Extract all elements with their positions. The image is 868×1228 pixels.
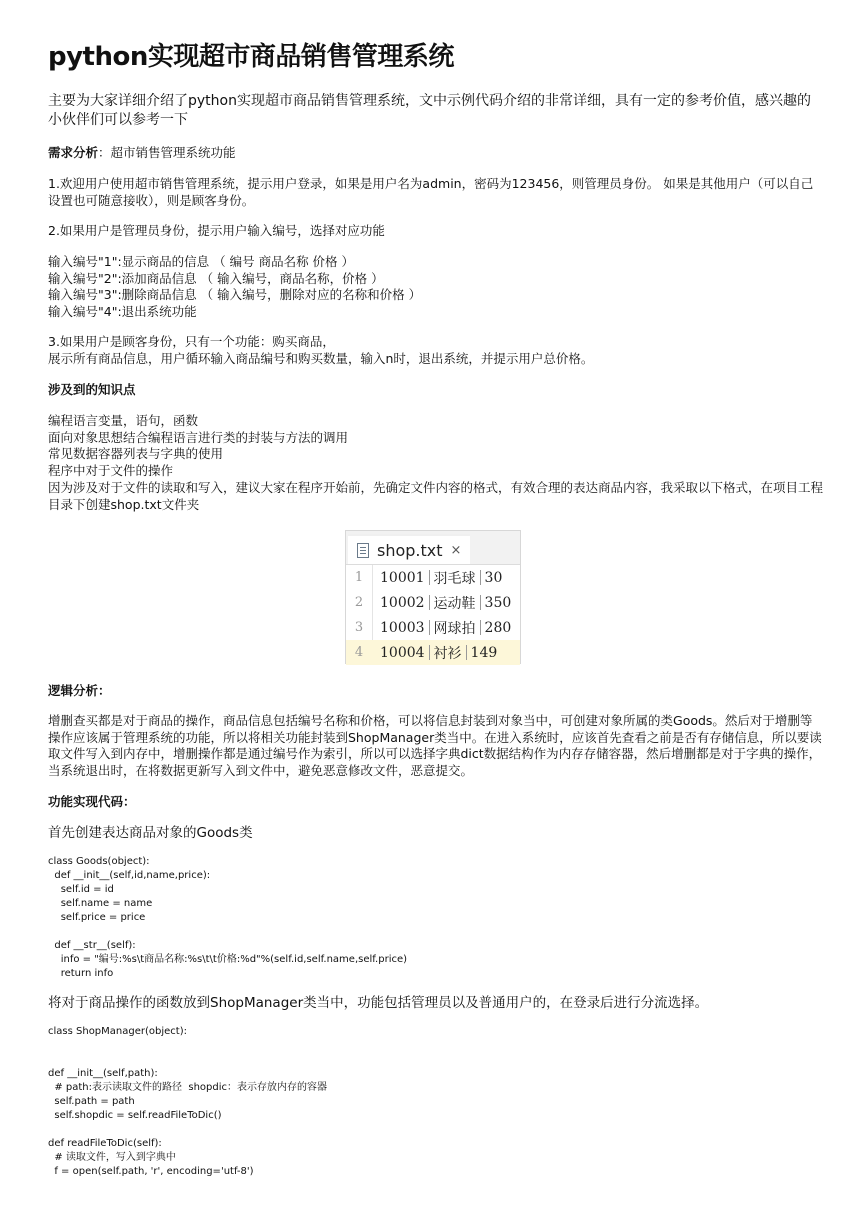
editor-tab — [348, 534, 470, 564]
editor-line — [346, 565, 520, 590]
line-id: 10001 — [380, 569, 425, 586]
requirement-3-line: 展示所有商品信息，用户循环输入商品编号和购买数量，输入n时，退出系统，并提示用户总价格。 — [48, 350, 594, 366]
knowledge-item: 常见数据容器列表与字典的使用 — [48, 446, 224, 462]
field-separator — [429, 595, 430, 610]
line-id: 10004 — [380, 644, 425, 661]
requirements-heading-rest: ：超市销售管理系统功能 — [98, 145, 236, 160]
field-separator — [480, 570, 481, 585]
logic-heading — [48, 683, 824, 700]
admin-option: 输入编号"2":添加商品信息 （ 输入编号，商品名称，价格 ） — [48, 270, 384, 286]
line-id: 10002 — [380, 594, 425, 611]
editor-line — [346, 615, 520, 640]
logic-paragraph: 增删查买都是对于商品的操作，商品信息包括编号名称和价格，可以将信息封装到对象当中，可创建对象所属的类Goods。然后对于增删等操作应该属于管理系统的功能，所以将相关功能封装到ShopManager类当中。在进入系统时，应该首先查看之前是否有存储信息，所以要读取文件写入到内存中，增删操作都是通过编号作为索引，所以可以选择字典dict数据结构作为内存存储容器，然后增删都是对于字典的操作，当系统退出时，在将数据更新写入到文件中，避免恶意修改文件，恶意提交。 — [48, 713, 822, 779]
field-separator — [466, 645, 467, 660]
close-icon: × — [450, 542, 462, 558]
impl-heading-bold: 功能实现代码： — [48, 794, 136, 809]
admin-option: 输入编号"3":删除商品信息 （ 输入编号，删除对应的名称和价格 ） — [48, 287, 422, 303]
requirements-heading-bold: 需求分析 — [48, 145, 99, 160]
editor-lines — [346, 565, 520, 665]
editor-tabbar — [346, 531, 520, 565]
requirement-2: 2.如果用户是管理员身份，提示用户输入编号，选择对应功能 — [48, 223, 385, 238]
impl-paragraph-1: 首先创建表达商品对象的Goods类 — [48, 825, 253, 841]
line-price: 30 — [484, 569, 503, 586]
admin-option: 输入编号"4":退出系统功能 — [48, 304, 197, 320]
page-title: python实现超市商品销售管理系统 — [48, 42, 454, 72]
admin-option: 输入编号"1":显示商品的信息 （ 编号 商品名称 价格 ） — [48, 254, 355, 269]
field-separator — [480, 620, 481, 635]
requirement-3 — [48, 334, 824, 367]
knowledge-heading — [48, 382, 824, 399]
field-separator — [429, 620, 430, 635]
line-number: 2 — [354, 595, 364, 610]
line-name: 网球拍 — [433, 620, 476, 637]
impl-heading — [48, 794, 824, 811]
tab-label: shop.txt — [377, 540, 443, 560]
line-number: 4 — [354, 645, 364, 660]
requirement-1: 1.欢迎用户使用超市销售管理系统，提示用户登录，如果是用户名为admin，密码为123456，则管理员身份。 如果是其他用户（可以自己设置也可随意接收），则是顾客身份。 — [48, 176, 814, 208]
line-name: 运动鞋 — [433, 595, 476, 612]
knowledge-item: 因为涉及对于文件的读取和写入，建议大家在程序开始前，先确定文件内容的格式，有效合理的表达商品内容，我采取以下格式，在项目工程目录下创建shop.txt文件夹 — [48, 479, 824, 512]
shop-txt-editor-figure — [345, 530, 521, 664]
requirements-heading — [48, 145, 824, 162]
knowledge-heading-bold: 涉及到的知识点 — [48, 382, 136, 397]
line-name: 衬衫 — [433, 645, 462, 662]
line-number: 3 — [354, 620, 364, 635]
line-price: 149 — [470, 644, 498, 661]
code-block-goods: class Goods(object): def __init__(self,id,name,price): self.id = id self.name = name self.price = price def __str__(self): info = "编号:%s\t商品名称:%s\t\t价格:%d"%(self.id,self.name,self.price) return info — [48, 856, 408, 979]
code-block-shopmanager: class ShopManager(object): def __init__(self,path): # path:表示读取文件的路径 shopdic：表示存放内存的容器 self.path = path self.shopdic = self.readFileToDic() def readFileToDic(self): # 读取文件，写入到字典中 f = open(self.path, 'r', encoding='utf-8') — [48, 1026, 328, 1177]
field-separator — [480, 595, 481, 610]
admin-options — [48, 254, 824, 321]
line-id: 10003 — [380, 619, 425, 636]
line-name: 羽毛球 — [433, 570, 476, 587]
editor-line-current — [346, 640, 520, 665]
line-price: 350 — [484, 594, 512, 611]
requirement-3-line: 3.如果用户是顾客身份，只有一个功能：购买商品， — [48, 334, 335, 349]
knowledge-list — [48, 413, 824, 513]
knowledge-item: 面向对象思想结合编程语言进行类的封装与方法的调用 — [48, 429, 349, 445]
logic-heading-bold: 逻辑分析： — [48, 683, 111, 698]
impl-paragraph-2: 将对于商品操作的函数放到ShopManager类当中，功能包括管理员以及普通用户的，在登录后进行分流选择。 — [48, 995, 709, 1011]
field-separator — [429, 570, 430, 585]
line-price: 280 — [484, 619, 512, 636]
knowledge-item: 程序中对于文件的操作 — [48, 463, 174, 479]
editor-line — [346, 590, 520, 615]
line-number: 1 — [354, 570, 364, 585]
intro-paragraph: 主要为大家详细介绍了python实现超市商品销售管理系统，文中示例代码介绍的非常详细，具有一定的参考价值，感兴趣的小伙伴们可以参考一下 — [48, 93, 811, 128]
knowledge-item: 编程语言变量，语句，函数 — [48, 413, 199, 428]
file-icon — [357, 543, 369, 558]
field-separator — [429, 645, 430, 660]
